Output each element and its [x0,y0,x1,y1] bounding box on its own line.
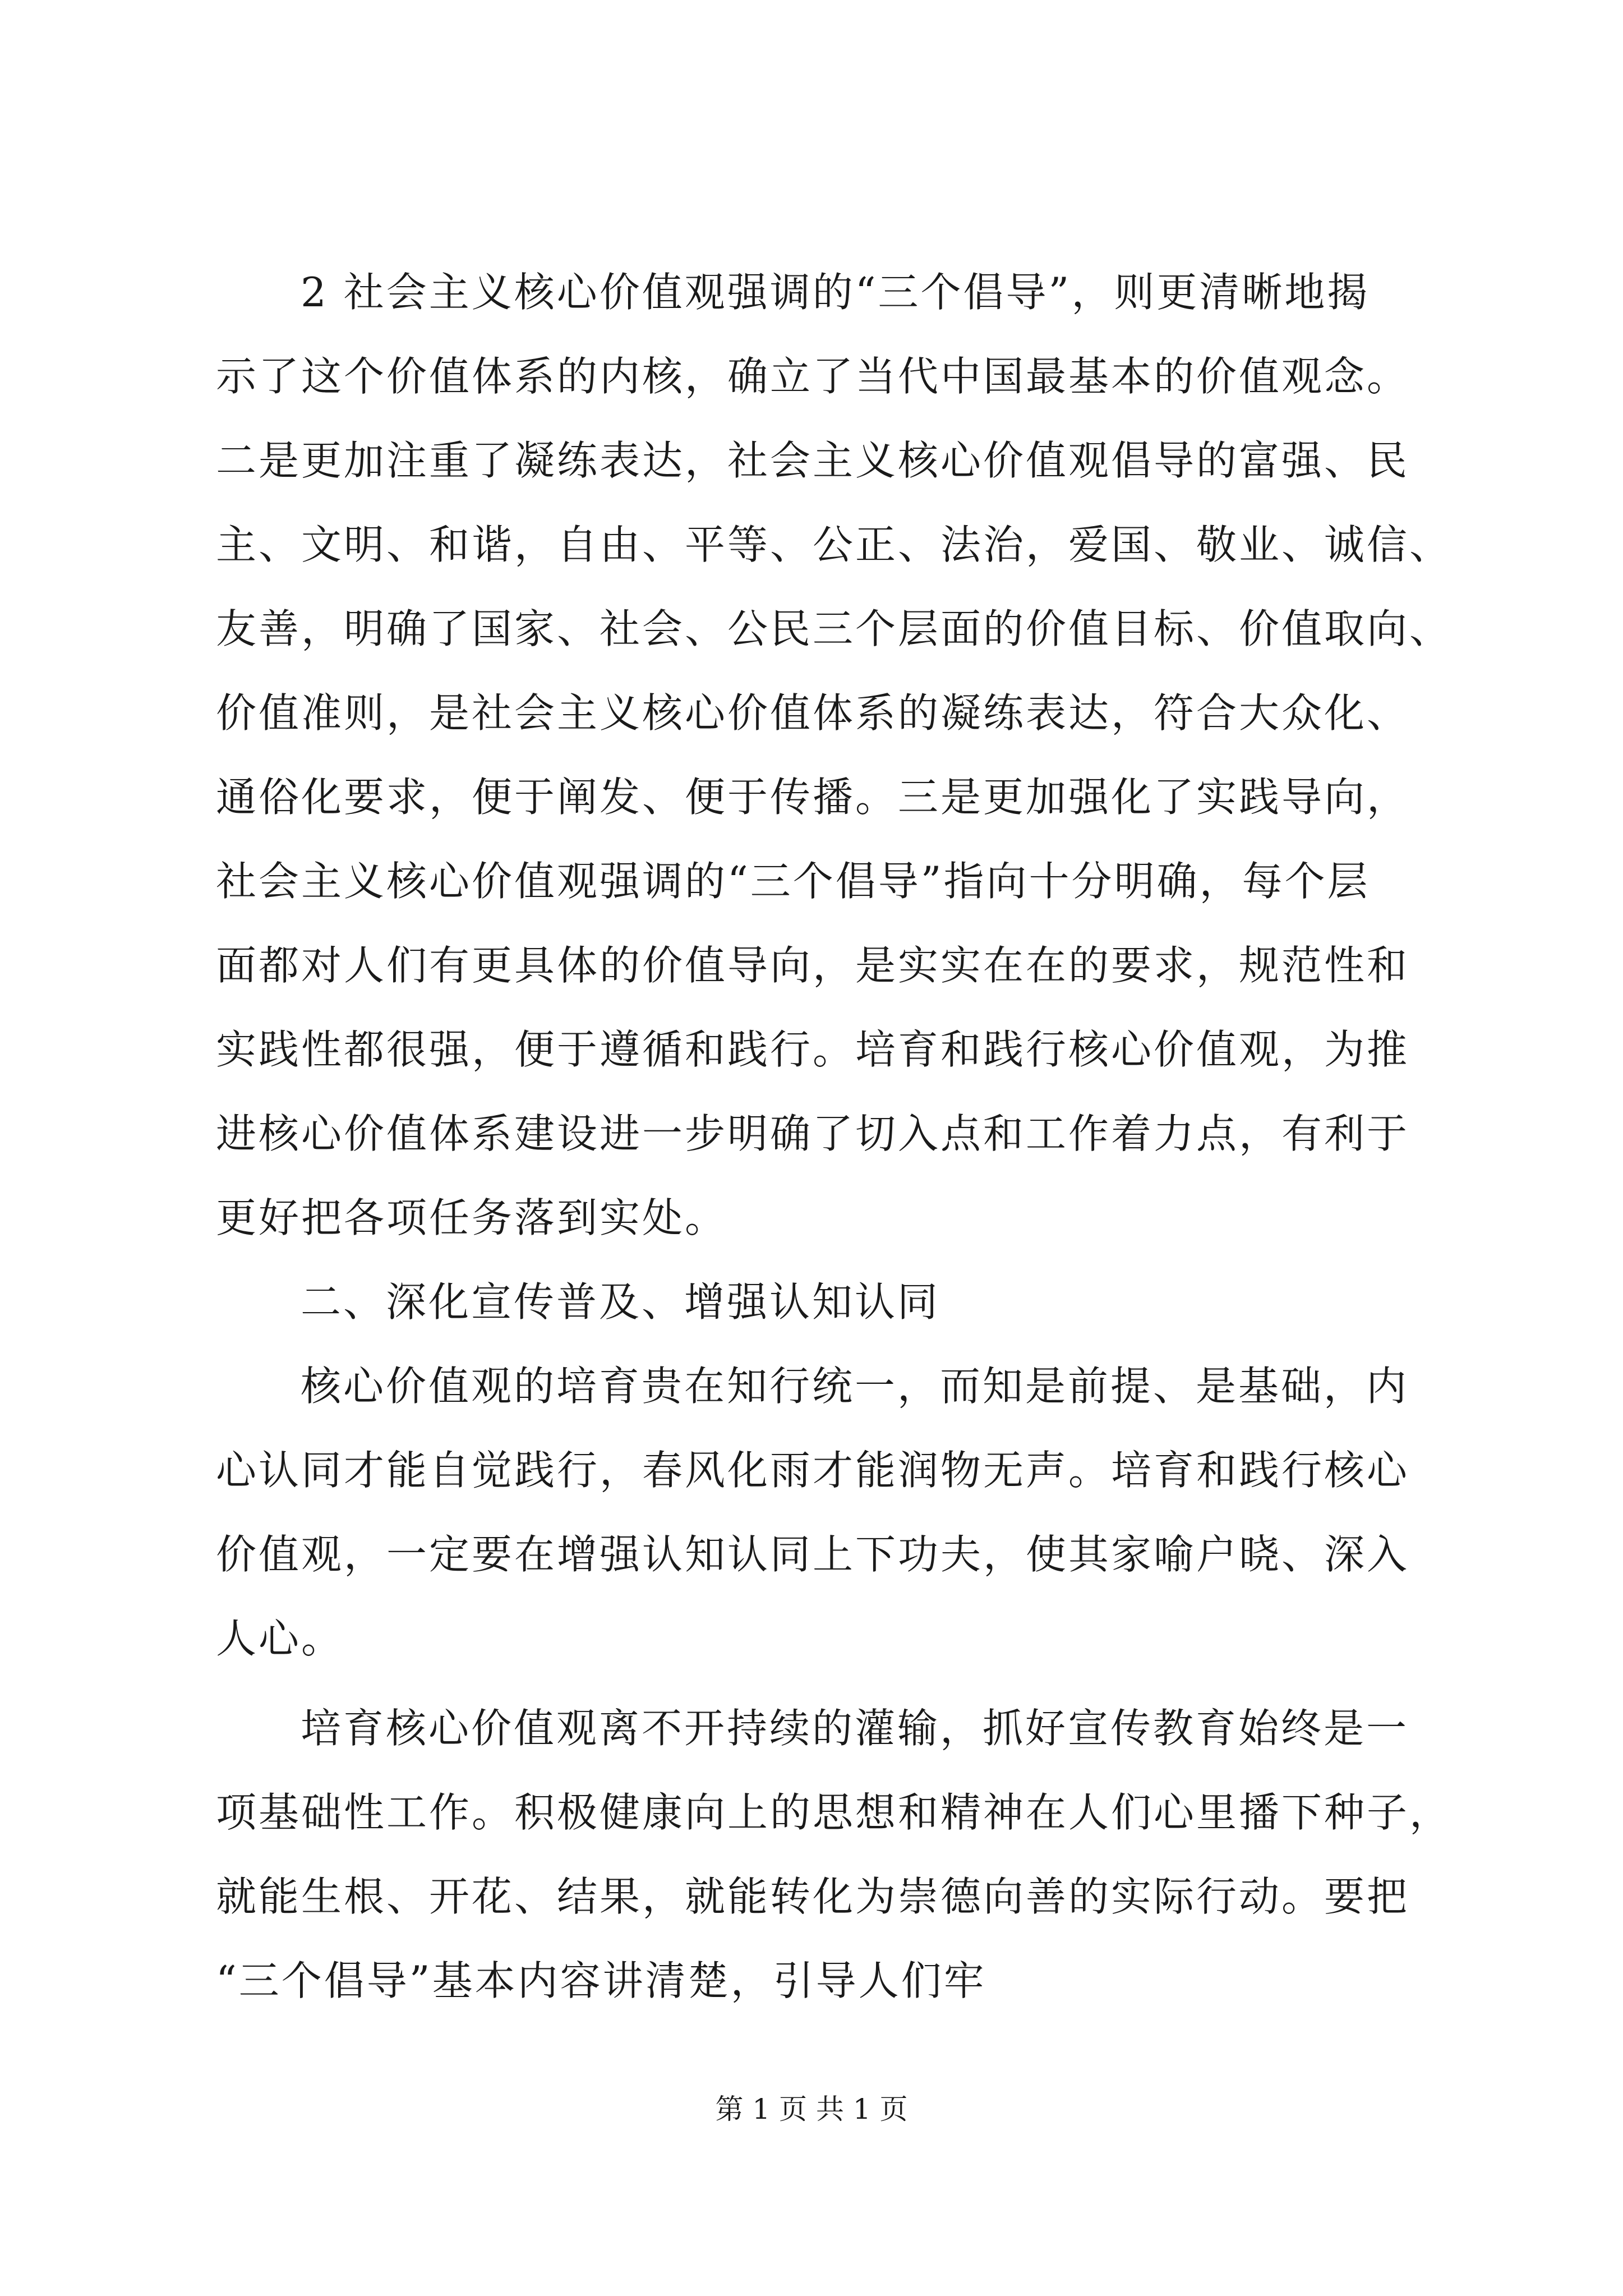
paragraph-line [0,1855,1623,1939]
line-text: 面都对人们有更具体的价值导向，是实实在在的要求，规范性和 [216,942,1410,989]
line-text: 通俗化要求，便于阐发、便于传播。三是更加强化了实践导向， [216,774,1410,821]
paragraph-line [0,1007,1623,1092]
paragraph-line [0,334,1623,418]
page-footer [0,2087,1623,2132]
line-text: 价值准则，是社会主义核心价值体系的凝练表达，符合大众化、 [216,689,1410,737]
paragraph-line [0,755,1623,839]
page-number-label: 第 1 页 共 1 页 [715,2093,908,2125]
paragraph-line [0,839,1623,923]
paragraph-line [0,418,1623,503]
paragraph-line [0,1770,1623,1855]
paragraph-line [0,250,1623,334]
line-text: 2 社会主义核心价值观强调的“三个倡导”，则更清晰地揭 [301,269,1370,316]
line-text: 培育核心价值观离不开持续的灌输，抓好宣传教育始终是一 [301,1705,1409,1752]
paragraph-line [0,1596,1623,1681]
heading-text: 二、深化宣传普及、增强认知认同 [301,1278,940,1326]
line-text: “三个倡导”基本内容讲清楚，引导人们牢 [216,1957,986,2004]
paragraph-line [0,1939,1623,2023]
line-text: 示了这个价值体系的内核，确立了当代中国最基本的价值观念。 [216,353,1410,400]
line-text: 进核心价值体系建设进一步明确了切入点和工作着力点，有利于 [216,1110,1410,1157]
line-text: 项基础性工作。积极健康向上的思想和精神在人们心里播下种子， [216,1789,1453,1836]
line-text: 友善，明确了国家、社会、公民三个层面的价值目标、价值取向、 [216,605,1453,652]
paragraph-line [0,587,1623,671]
line-text: 二是更加注重了凝练表达，社会主义核心价值观倡导的富强、民 [216,437,1410,484]
line-text: 实践性都很强，便于遵循和践行。培育和践行核心价值观，为推 [216,1026,1410,1073]
paragraph-line [0,1428,1623,1512]
line-text: 核心价值观的培育贵在知行统一，而知是前提、是基础，内 [301,1363,1409,1410]
paragraph-line [0,1176,1623,1260]
line-text: 更好把各项任务落到实处。 [216,1194,728,1241]
line-text: 心认同才能自觉践行，春风化雨才能润物无声。培育和践行核心 [216,1447,1410,1494]
line-text: 主、文明、和谐，自由、平等、公正、法治，爱国、敬业、诚信、 [216,521,1453,568]
line-text: 就能生根、开花、结果，就能转化为崇德向善的实际行动。要把 [216,1873,1410,1920]
paragraph-line [0,1512,1623,1596]
paragraph-line [0,1344,1623,1428]
paragraph-line [0,503,1623,587]
paragraph-line [0,1686,1623,1770]
paragraph-line [0,671,1623,755]
paragraph-line [0,1092,1623,1176]
line-text: 人心。 [216,1615,344,1662]
line-text: 价值观，一定要在增强认知认同上下功夫，使其家喻户晓、深入 [216,1531,1410,1578]
paragraph-line [0,923,1623,1007]
section-heading [0,1260,1623,1344]
line-text: 社会主义核心价值观强调的“三个倡导”指向十分明确，每个层 [216,858,1370,905]
